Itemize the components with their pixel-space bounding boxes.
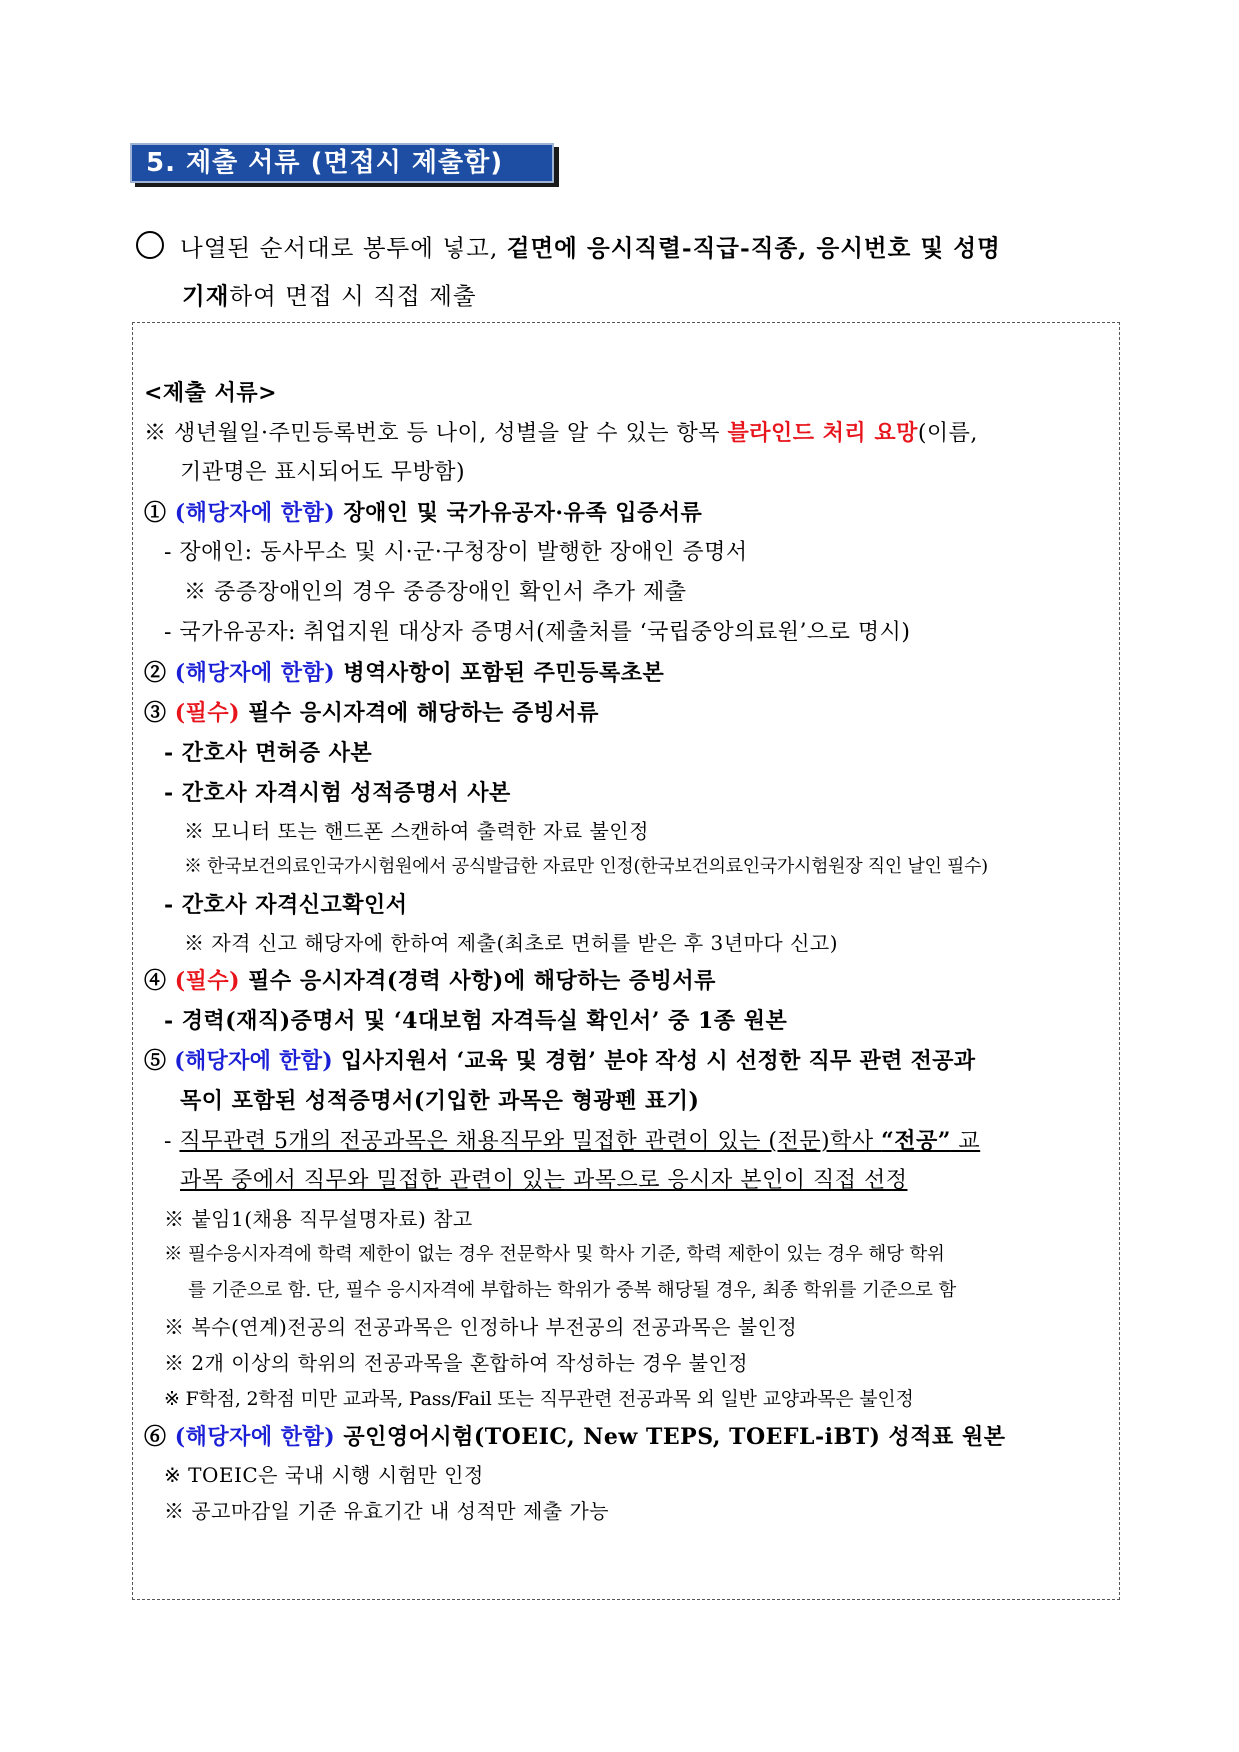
intro-paragraph	[136, 224, 1116, 320]
item-3-note-2: ※ 한국보건의료인국가시험원에서 공식발급한 자료만 인정(한국보건의료인국가시험원장 직인 날인 필수)	[184, 856, 988, 877]
circle-bullet-icon	[136, 231, 164, 259]
item-6-note-1: ※ TOEIC은 국내 시행 시험만 인정	[164, 1463, 484, 1487]
item-5-sub-1-cont: 과목 중에서 직무와 밀접한 관련이 있는 과목으로 응시자 본인이 직접 선정	[180, 1168, 908, 1193]
item-5: ⑤ (해당자에 한함) 입사지원서 ‘교육 및 경험’ 분야 작성 시 선정한 직무 관련 전공과	[144, 1048, 976, 1074]
documents-list	[144, 373, 1112, 1529]
item-4-sub-1: - 경력(재직)증명서 및 ‘4대보험 자격득실 확인서’ 중 1종 원본	[164, 1008, 788, 1034]
section-title: 5. 제출 서류 (면접시 제출함)	[130, 143, 554, 183]
item-3-note-1: ※ 모니터 또는 핸드폰 스캔하여 출력한 자료 불인정	[184, 819, 649, 843]
intro-line-1: 나열된 순서대로 봉투에 넣고, 겉면에 응시직렬-직급-직종, 응시번호 및 성명	[136, 224, 1116, 272]
item-4: ④ (필수) 필수 응시자격(경력 사항)에 해당하는 증빙서류	[144, 968, 716, 994]
blind-note-cont: 기관명은 표시되어도 무방함)	[180, 460, 466, 485]
item-5-note-5: ※ F학점, 2학점 미만 교과목, Pass/Fail 또는 직무관련 전공과목 외 일반 교양과목은 불인정	[164, 1388, 914, 1410]
item-5-sub-1: - 직무관련 5개의 전공과목은 채용직무와 밀접한 관련이 있는 (전문)학사 “전공” 교	[164, 1128, 981, 1154]
blind-note: ※ 생년월일·주민등록번호 등 나이, 성별을 알 수 있는 항목 블라인드 처리 요망(이름,	[144, 420, 978, 446]
item-1-sub-2: - 국가유공자: 취업지원 대상자 증명서(제출처를 ‘국립중앙의료원’으로 명시)	[164, 620, 911, 645]
item-5-note-1: ※ 붙임1(채용 직무설명자료) 참고	[164, 1207, 473, 1231]
item-5-note-4: ※ 2개 이상의 학위의 전공과목을 혼합하여 작성하는 경우 불인정	[164, 1351, 749, 1375]
item-3: ③ (필수) 필수 응시자격에 해당하는 증빙서류	[144, 700, 599, 726]
item-6-note-2: ※ 공고마감일 기준 유효기간 내 성적만 제출 가능	[164, 1499, 610, 1523]
item-3-sub-1: - 간호사 면허증 사본	[164, 740, 373, 766]
item-1-note: ※ 중증장애인의 경우 중증장애인 확인서 추가 제출	[184, 580, 687, 605]
item-5-note-2: ※ 필수응시자격에 학력 제한이 없는 경우 전문학사 및 학사 기준, 학력 제한이 있는 경우 해당 학위	[164, 1244, 945, 1265]
item-6: ⑥ (해당자에 한함) 공인영어시험(TOEIC, New TEPS, TOEFL-iBT) 성적표 원본	[144, 1424, 1006, 1450]
intro-line-2: 기재하여 면접 시 직접 제출	[182, 282, 477, 310]
item-5-title-cont: 목이 포함된 성적증명서(기입한 과목은 형광펜 표기)	[180, 1088, 700, 1114]
item-5-note-2-cont: 를 기준으로 함. 단, 필수 응시자격에 부합하는 학위가 중복 해당될 경우, 최종 학위를 기준으로 함	[188, 1280, 957, 1301]
item-1-sub-1: - 장애인: 동사무소 및 시·군·구청장이 발행한 장애인 증명서	[164, 540, 748, 565]
item-3-note-3: ※ 자격 신고 해당자에 한하여 제출(최초로 면허를 받은 후 3년마다 신고)	[184, 931, 839, 955]
item-3-sub-3: - 간호사 자격신고확인서	[164, 892, 408, 918]
item-2: ② (해당자에 한함) 병역사항이 포함된 주민등록초본	[144, 660, 665, 686]
item-5-note-3: ※ 복수(연계)전공의 전공과목은 인정하나 부전공의 전공과목은 불인정	[164, 1315, 798, 1339]
box-heading: <제출 서류>	[144, 380, 278, 406]
item-1: ① (해당자에 한함) 장애인 및 국가유공자·유족 입증서류	[144, 500, 703, 526]
item-3-sub-2: - 간호사 자격시험 성적증명서 사본	[164, 780, 511, 806]
